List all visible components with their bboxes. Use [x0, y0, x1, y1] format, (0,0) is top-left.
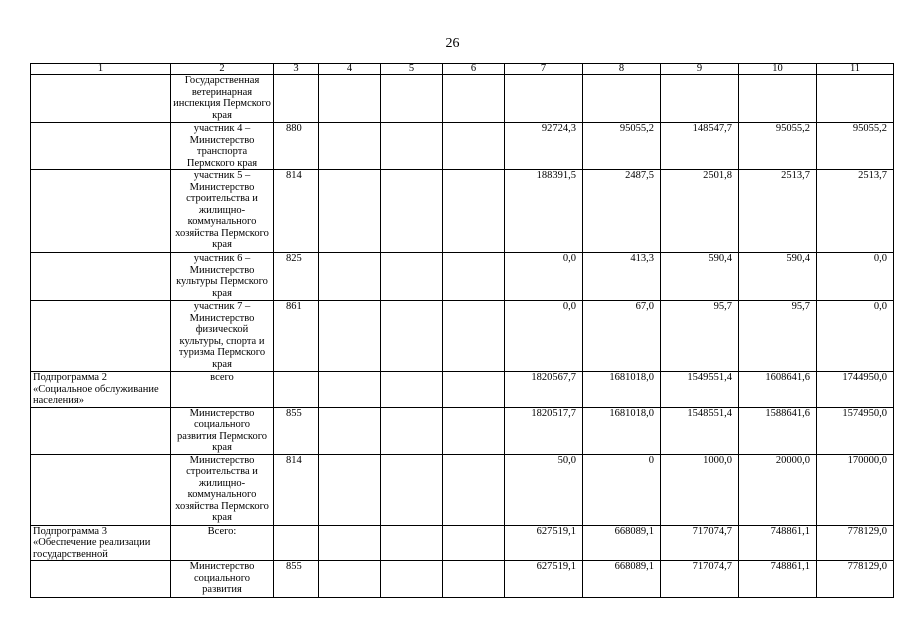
- table-cell-col3: [274, 75, 319, 123]
- table-cell-col8: 67,0: [583, 301, 661, 372]
- table-cell-col8: 668089,1: [583, 561, 661, 598]
- table-cell-col7: 0,0: [505, 253, 583, 301]
- table-cell-col1: [31, 301, 171, 372]
- table-cell-col10: 1608641,6: [739, 372, 817, 408]
- table-cell-col1: [31, 407, 171, 454]
- table-cell-col9: 717074,7: [661, 525, 739, 561]
- table-cell-col4: [319, 561, 381, 598]
- table-cell-col11: 778129,0: [817, 525, 894, 561]
- table-cell-col3: 861: [274, 301, 319, 372]
- table-cell-col9: 1549551,4: [661, 372, 739, 408]
- table-cell-col1: [31, 170, 171, 253]
- table-cell-col11: 778129,0: [817, 561, 894, 598]
- table-cell-col8: 0: [583, 454, 661, 525]
- table-cell-col4: [319, 170, 381, 253]
- table-cell-col9: 1000,0: [661, 454, 739, 525]
- table-cell-col11: 0,0: [817, 253, 894, 301]
- table-cell-col3: 855: [274, 561, 319, 598]
- table-cell-col10: 590,4: [739, 253, 817, 301]
- table-cell-col6: [443, 301, 505, 372]
- table-cell-col11: 0,0: [817, 301, 894, 372]
- table-cell-col10: 748861,1: [739, 525, 817, 561]
- table-cell-col11: 1744950,0: [817, 372, 894, 408]
- table-cell-col2: Государственная ветеринарная инспекция Пермского края: [171, 75, 274, 123]
- table-cell-col1: [31, 253, 171, 301]
- table-cell-col5: [381, 253, 443, 301]
- table-cell-col1: Подпрограмма 2 «Социальное обслуживание населения»: [31, 372, 171, 408]
- table-cell-col11: [817, 75, 894, 123]
- table-cell-col6: [443, 454, 505, 525]
- table-cell-col4: [319, 123, 381, 170]
- table-cell-col5: [381, 454, 443, 525]
- table-cell-col7: 188391,5: [505, 170, 583, 253]
- table-cell-col3: 825: [274, 253, 319, 301]
- table-cell-col2: Министерство строительства и жилищно-коммунального хозяйства Пермского края: [171, 454, 274, 525]
- table-cell-col6: [443, 170, 505, 253]
- table-cell-col7: 1820517,7: [505, 407, 583, 454]
- table-cell-col5: [381, 525, 443, 561]
- table-body: [31, 64, 894, 598]
- table-cell-col1: [31, 75, 171, 123]
- column-number: 10: [739, 64, 817, 75]
- table-cell-col10: 95055,2: [739, 123, 817, 170]
- table-row: [31, 253, 894, 301]
- table-cell-col2: участник 4 – Министерство транспорта Пермского края: [171, 123, 274, 170]
- table-cell-col2: Министерство социального развития: [171, 561, 274, 598]
- column-number: 5: [381, 64, 443, 75]
- table-cell-col8: 1681018,0: [583, 372, 661, 408]
- table-cell-col4: [319, 454, 381, 525]
- table-cell-col10: 2513,7: [739, 170, 817, 253]
- table-cell-col9: 95,7: [661, 301, 739, 372]
- table-row: [31, 561, 894, 598]
- table-cell-col7: 627519,1: [505, 525, 583, 561]
- table-cell-col2: Министерство социального развития Пермского края: [171, 407, 274, 454]
- table-cell-col5: [381, 75, 443, 123]
- table-cell-col5: [381, 407, 443, 454]
- table-cell-col9: 148547,7: [661, 123, 739, 170]
- table-cell-col2: участник 6 – Министерство культуры Пермского края: [171, 253, 274, 301]
- table-cell-col4: [319, 75, 381, 123]
- table-cell-col3: 855: [274, 407, 319, 454]
- budget-table: [30, 63, 894, 598]
- table-cell-col6: [443, 561, 505, 598]
- table-row: [31, 407, 894, 454]
- page-number: 26: [445, 36, 460, 51]
- table-cell-col1: Подпрограмма 3 «Обеспечение реализации государственной: [31, 525, 171, 561]
- table-cell-col9: 717074,7: [661, 561, 739, 598]
- table-cell-col8: [583, 75, 661, 123]
- column-number: 3: [274, 64, 319, 75]
- column-number: 9: [661, 64, 739, 75]
- table-cell-col3: 814: [274, 454, 319, 525]
- column-number: 11: [817, 64, 894, 75]
- column-number: 1: [31, 64, 171, 75]
- table-cell-col6: [443, 407, 505, 454]
- table-cell-col3: [274, 372, 319, 408]
- table-cell-col7: 0,0: [505, 301, 583, 372]
- table-cell-col8: 95055,2: [583, 123, 661, 170]
- table-cell-col8: 413,3: [583, 253, 661, 301]
- table-cell-col10: 748861,1: [739, 561, 817, 598]
- table-cell-col6: [443, 372, 505, 408]
- table-cell-col1: [31, 561, 171, 598]
- table-cell-col11: 2513,7: [817, 170, 894, 253]
- table-cell-col1: [31, 123, 171, 170]
- table-cell-col4: [319, 407, 381, 454]
- column-number: 6: [443, 64, 505, 75]
- table-row: [31, 301, 894, 372]
- table-cell-col4: [319, 301, 381, 372]
- table-cell-col10: 95,7: [739, 301, 817, 372]
- table-row: [31, 372, 894, 408]
- table-cell-col3: 880: [274, 123, 319, 170]
- column-number: 4: [319, 64, 381, 75]
- table-cell-col4: [319, 372, 381, 408]
- table-cell-col10: 1588641,6: [739, 407, 817, 454]
- table-cell-col7: 1820567,7: [505, 372, 583, 408]
- table-cell-col9: 2501,8: [661, 170, 739, 253]
- table-cell-col10: 20000,0: [739, 454, 817, 525]
- table-cell-col5: [381, 561, 443, 598]
- table-cell-col5: [381, 301, 443, 372]
- table-cell-col9: 590,4: [661, 253, 739, 301]
- table-row: [31, 454, 894, 525]
- table-cell-col7: 92724,3: [505, 123, 583, 170]
- table-cell-col10: [739, 75, 817, 123]
- column-number-row: [31, 64, 894, 75]
- column-number: 7: [505, 64, 583, 75]
- table-cell-col5: [381, 170, 443, 253]
- table-cell-col7: 627519,1: [505, 561, 583, 598]
- table-cell-col5: [381, 372, 443, 408]
- table-cell-col11: 95055,2: [817, 123, 894, 170]
- table-cell-col7: [505, 75, 583, 123]
- table-cell-col7: 50,0: [505, 454, 583, 525]
- table-cell-col4: [319, 253, 381, 301]
- table-row: [31, 123, 894, 170]
- table-cell-col6: [443, 525, 505, 561]
- table-cell-col2: участник 7 – Министерство физической культуры, спорта и туризма Пермского края: [171, 301, 274, 372]
- table-cell-col8: 2487,5: [583, 170, 661, 253]
- table-cell-col11: 1574950,0: [817, 407, 894, 454]
- table-cell-col11: 170000,0: [817, 454, 894, 525]
- table-cell-col2: Всего:: [171, 525, 274, 561]
- table-row: [31, 525, 894, 561]
- table-cell-col4: [319, 525, 381, 561]
- table-cell-col8: 668089,1: [583, 525, 661, 561]
- table-cell-col6: [443, 75, 505, 123]
- table-cell-col2: участник 5 – Министерство строительства и жилищно-коммунального хозяйства Пермского края: [171, 170, 274, 253]
- column-number: 8: [583, 64, 661, 75]
- table-cell-col6: [443, 123, 505, 170]
- table-cell-col2: всего: [171, 372, 274, 408]
- table-cell-col8: 1681018,0: [583, 407, 661, 454]
- table-cell-col9: 1548551,4: [661, 407, 739, 454]
- table-cell-col5: [381, 123, 443, 170]
- column-number: 2: [171, 64, 274, 75]
- table-row: [31, 170, 894, 253]
- table-cell-col1: [31, 454, 171, 525]
- table-cell-col3: [274, 525, 319, 561]
- table-cell-col9: [661, 75, 739, 123]
- table-cell-col6: [443, 253, 505, 301]
- table-cell-col3: 814: [274, 170, 319, 253]
- table-row: [31, 75, 894, 123]
